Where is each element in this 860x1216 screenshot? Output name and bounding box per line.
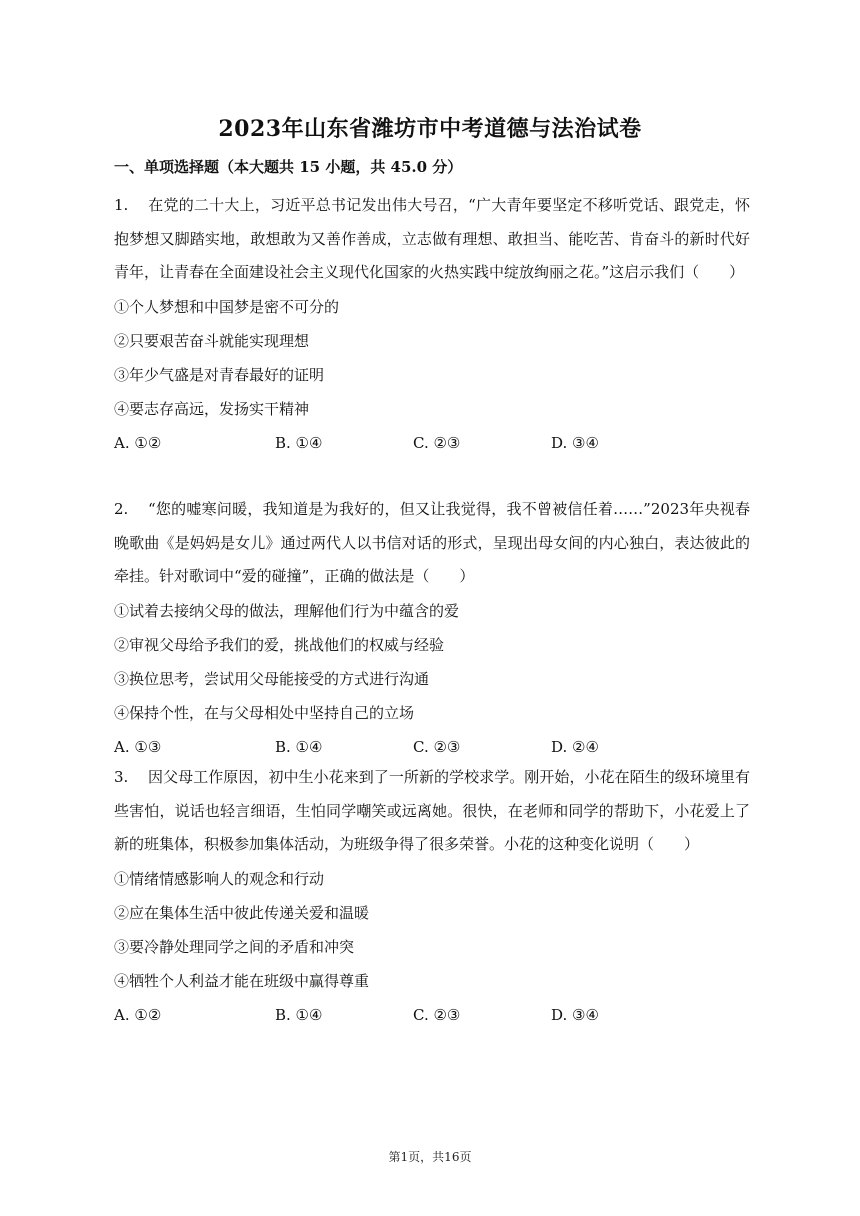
- choice-c: C. ②③: [413, 1005, 461, 1024]
- question-number: 2.: [114, 500, 129, 518]
- choice-a: A. ①③: [114, 737, 162, 756]
- question-stem: [114, 189, 750, 290]
- statement-option: ④要志存高远，发扬实干精神: [114, 399, 310, 418]
- choice-a: A. ①②: [114, 1005, 162, 1024]
- choice-b: B. ①④: [275, 1005, 323, 1024]
- question-text: 因父母工作原因，初中生小花来到了一所新的学校求学。刚开始，小花在陌生的级环境里有些害怕，说话也轻言细语，生怕同学嘲笑或远离她。很快，在老师和同学的帮助下，小花爱上了新的班集体，积极参加集体活动，为班级争得了很多荣誉。小花的这种变化说明（ ）: [114, 768, 750, 853]
- choice-d: D. ③④: [551, 1005, 599, 1024]
- statement-option: ②应在集体生活中彼此传递关爱和温暖: [114, 903, 370, 922]
- statement-option: ③年少气盛是对青春最好的证明: [114, 365, 325, 384]
- choice-b: B. ①④: [275, 433, 323, 452]
- question-2: [114, 493, 750, 764]
- question-number: 1.: [114, 196, 129, 214]
- question-3: [114, 761, 750, 1032]
- question-text: “您的嘘寒问暖，我知道是为我好的，但又让我觉得，我不曾被信任着……”2023年央视春晚歌曲《是妈妈是女儿》通过两代人以书信对话的形式，呈现出母女间的内心独白，表达彼此的牵挂。针对歌词中“爱的碰撞”，正确的做法是（ ）: [114, 500, 750, 585]
- choice-c: C. ②③: [413, 737, 461, 756]
- statement-option: ①个人梦想和中国梦是密不可分的: [114, 297, 340, 316]
- choice-b: B. ①④: [275, 737, 323, 756]
- question-stem: [114, 761, 750, 862]
- statement-option: ④保持个性，在与父母相处中坚持自己的立场: [114, 703, 415, 722]
- statement-option: ①情绪情感影响人的观念和行动: [114, 869, 325, 888]
- statement-option: ②只要艰苦奋斗就能实现理想: [114, 331, 310, 350]
- statement-option: ②审视父母给予我们的爱，挑战他们的权威与经验: [114, 635, 445, 654]
- question-1: [114, 189, 750, 460]
- choice-d: D. ②④: [551, 737, 599, 756]
- answer-choices: [114, 998, 750, 1032]
- section-heading: 一、单项选择题（本大题共 15 小题，共 45.0 分）: [114, 158, 463, 176]
- choice-a: A. ①②: [114, 433, 162, 452]
- question-stem: [114, 493, 750, 594]
- question-number: 3.: [114, 768, 129, 786]
- page-title: 2023年山东省潍坊市中考道德与法治试卷: [218, 116, 642, 142]
- choice-d: D. ③④: [551, 433, 599, 452]
- answer-choices: [114, 730, 750, 764]
- statement-option: ③要冷静处理同学之间的矛盾和冲突: [114, 937, 355, 956]
- choice-c: C. ②③: [413, 433, 461, 452]
- statement-option: ④牺牲个人利益才能在班级中赢得尊重: [114, 971, 370, 990]
- statement-option: ①试着去接纳父母的做法，理解他们行为中蕴含的爱: [114, 601, 460, 620]
- answer-choices: [114, 426, 750, 460]
- question-text: 在党的二十大上，习近平总书记发出伟大号召，“广大青年要坚定不移听党话、跟党走，怀抱梦想又脚踏实地，敢想敢为又善作善成，立志做有理想、敢担当、能吃苦、肯奋斗的新时代好青年，让青春在全面建设社会主义现代化国家的火热实践中绽放绚丽之花。”这启示我们（ ）: [114, 196, 750, 281]
- statement-option: ③换位思考，尝试用父母能接受的方式进行沟通: [114, 669, 430, 688]
- page-footer: 第1页，共16页: [388, 1150, 472, 1164]
